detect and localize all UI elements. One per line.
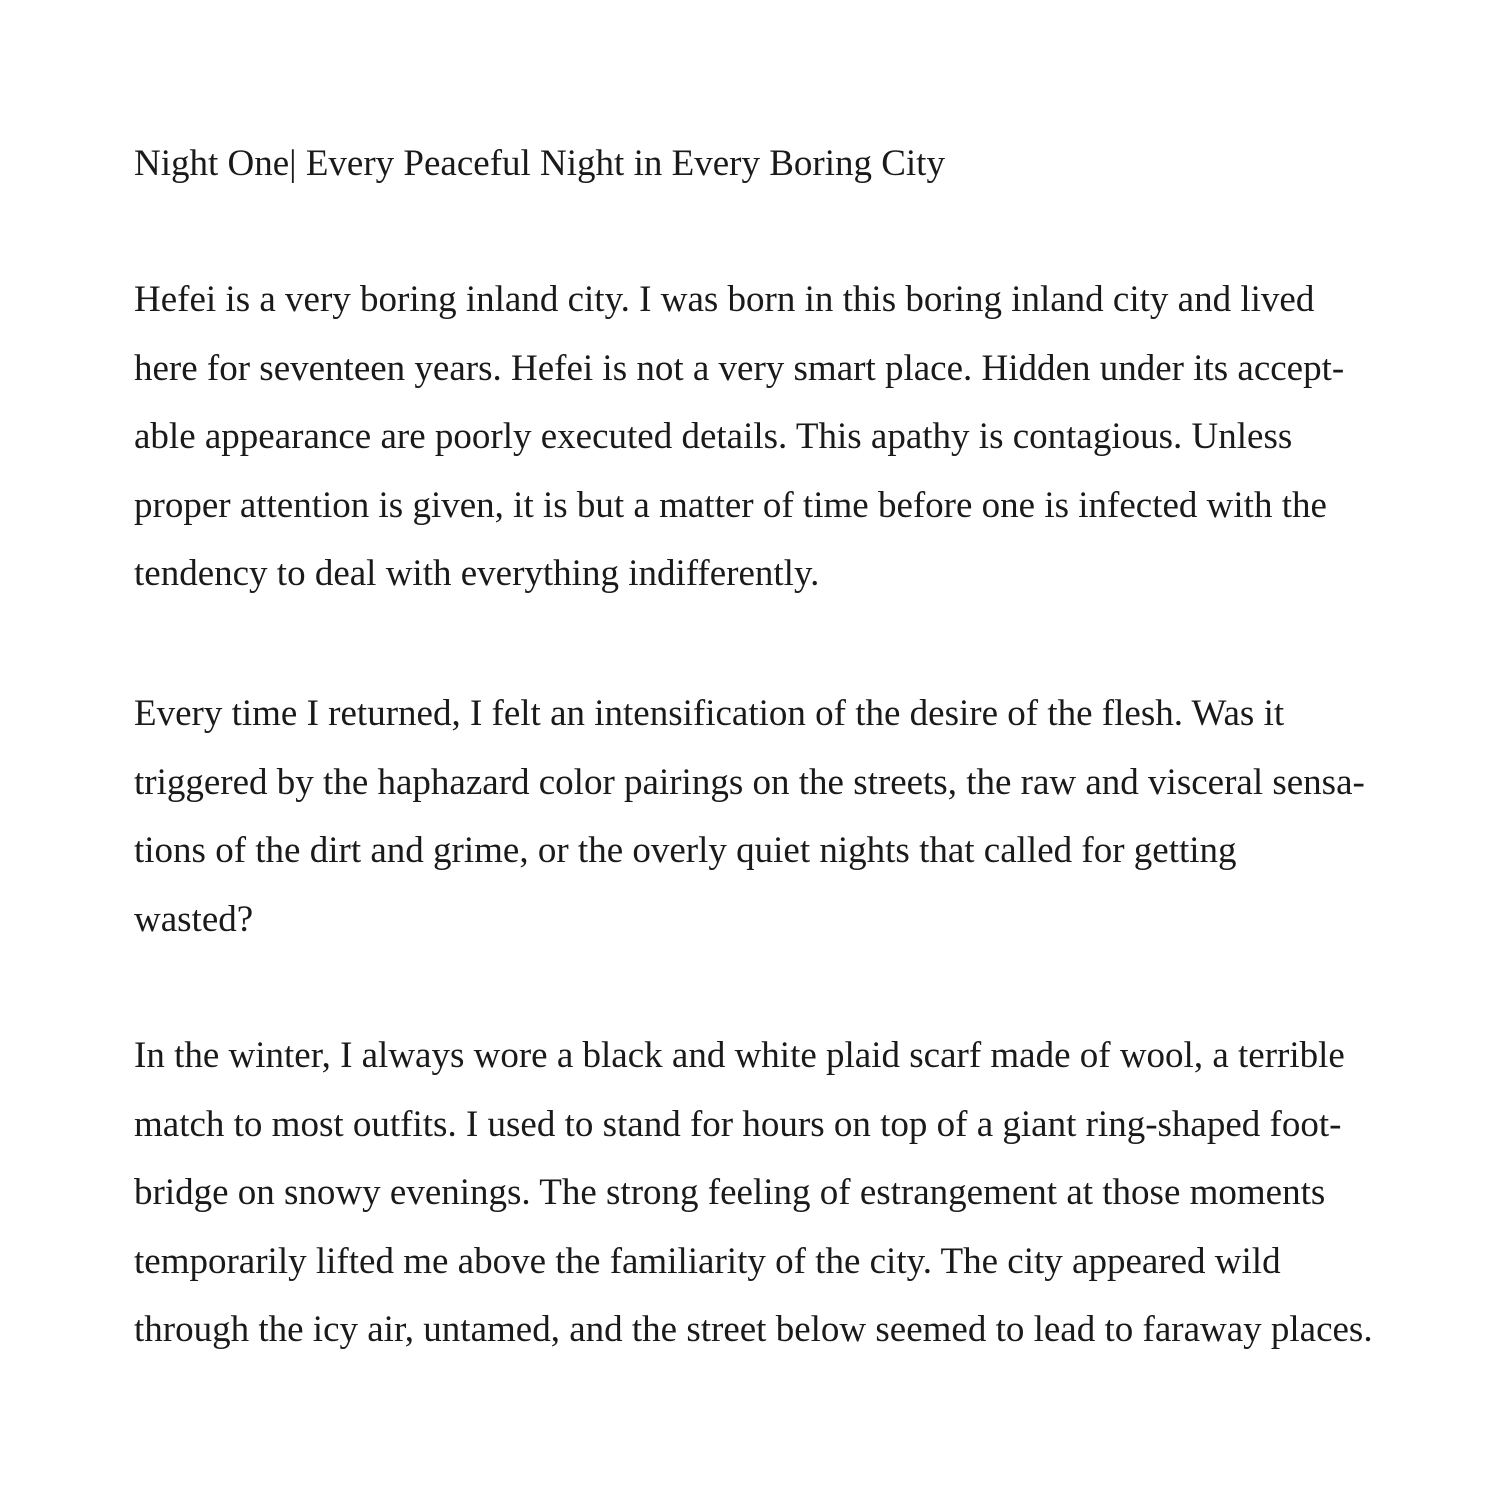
- paragraph-line: proper attention is given, it is but a matter of time before one is infected with the: [134, 484, 1327, 526]
- paragraph-line: match to most outfits. I used to stand for hours on top of a giant ring-shaped foot-: [134, 1103, 1342, 1145]
- paragraph-line: tendency to deal with everything indifferently.: [134, 553, 820, 595]
- paragraph-line: through the icy air, untamed, and the street below seemed to lead to faraway places.: [134, 1309, 1373, 1351]
- paragraph-1: [134, 266, 1344, 609]
- paragraph-line: Hefei is a very boring inland city. I was born in this boring inland city and lived: [134, 279, 1315, 320]
- paragraph-line: temporarily lifted me above the familiarity of the city. The city appeared wild: [134, 1240, 1281, 1282]
- paragraph-line: triggered by the haphazard color pairings on the streets, the raw and visceral sensa-: [134, 761, 1365, 803]
- page-title: Night One| Every Peaceful Night in Every Boring City: [134, 143, 945, 184]
- paragraph-line: wasted?: [134, 898, 254, 940]
- paragraph-line: bridge on snowy evenings. The strong feeling of estrangement at those moments: [134, 1172, 1326, 1214]
- paragraph-line: here for seventeen years. Hefei is not a very smart place. Hidden under its accept-: [134, 347, 1345, 389]
- paragraph-line: tions of the dirt and grime, or the overly quiet nights that called for getting: [134, 830, 1237, 872]
- paragraph-2: [134, 680, 1365, 954]
- paragraph-line: Every time I returned, I felt an intensification of the desire of the flesh. Was it: [134, 693, 1285, 734]
- paragraph-3: [134, 1022, 1373, 1365]
- paragraph-line: able appearance are poorly executed details. This apathy is contagious. Unless: [134, 416, 1293, 458]
- paragraph-line: In the winter, I always wore a black and white plaid scarf made of wool, a terrible: [134, 1035, 1345, 1076]
